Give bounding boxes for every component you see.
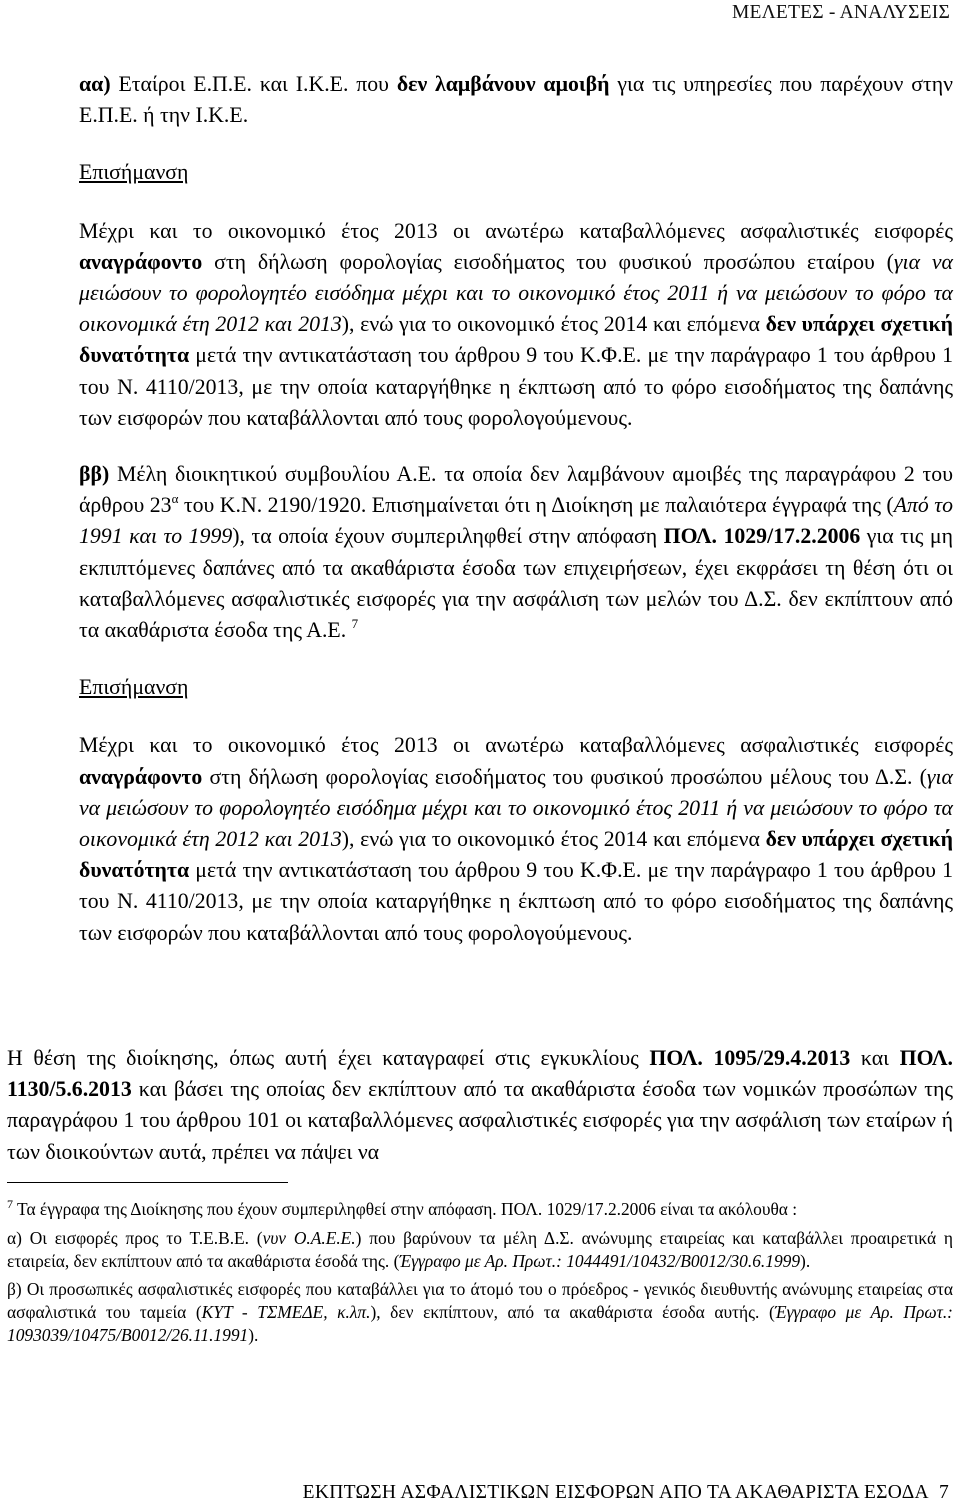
superscript-alpha: α: [171, 491, 179, 507]
note-heading-2: Επισήμανση: [79, 675, 189, 700]
running-header: ΜΕΛΕΤΕΣ - ΑΝΑΛΥΣΕΙΣ: [731, 2, 950, 23]
page-number: 7: [938, 1482, 949, 1503]
footer-title: ΕΚΠΤΩΣΗ ΑΣΦΑΛΙΣΤΙΚΩΝ ΕΙΣΦΟΡΩΝ ΑΠΟ ΤΑ ΑΚΑΘΑΡΙΣΤΑ ΕΣΟΔΑ: [302, 1482, 929, 1503]
note-paragraph-2: Μέχρι και το οικονομικό έτος 2013 οι ανωτέρω καταβαλλόμενες ασφαλιστικές εισφορές αναγράφοντο στη δήλωση φορολογίας εισοδήματος του φυσικού προσώπου μέλους του Δ.Σ. (για να μειώσουν το φορολογητέο εισόδημα μέχρι και το οικονομικό έτος 2011 ή να μειώσουν το φόρο τα οικονομικά έτη 2012 και 2013), ενώ για το οικονομικό έτος 2014 και επόμενα δεν υπάρχει σχετική δυνατότητα μετά την αντικατάσταση του άρθρου 9 του Κ.Φ.Ε. με την παράγραφο 1 του άρθρου 1 του Ν. 4110/2013, με την οποία καταργήθηκε η έκπτωση από το φόρο εισοδήματος της δαπάνης των εισφορών που καταβάλλονται από τους φορολογούμενους.: [79, 733, 953, 945]
footnotes: [7, 1198, 953, 1353]
footnote-item-a: α) Οι εισφορές προς το Τ.Ε.Β.Ε. (νυν Ο.Α.Ε.Ε.) που βαρύνουν τα μέλη Δ.Σ. ανώνυμης εταιρείας και καταβάλλει προαιρετικά η εταιρεία, δεν εκπίπτουν από τα ακαθάριστα έσοδά της. (Έγγραφο με Αρ. Πρωτ.: 1044491/10432/Β0012/30.6.1999).: [7, 1227, 953, 1271]
running-footer: [303, 1482, 949, 1504]
footnote-number: 7: [7, 1197, 13, 1211]
footnote-item-b: β) Οι προσωπικές ασφαλιστικές εισφορές που καταβάλλει για το άτομό του ο πρόεδρος - γενικός διευθυντής ανώνυμης εταιρείας στα ασφαλιστικά του ταμεία (ΚΥΤ - ΤΣΜΕΔΕ, κ.λπ.), δεν εκπίπτουν, από τα ακαθάριστα έσοδα αυτής. (Έγγραφο με Αρ. Πρωτ.: 1093039/10475/Β0012/26.11.1991).: [7, 1279, 953, 1345]
footnote-separator: [7, 1182, 288, 1183]
paragraph-bb: ββ) Μέλη διοικητικού συμβουλίου Α.Ε. τα οποία δεν λαμβάνουν αμοιβές της παραγράφου 2 του άρθρου $23^\alpha$ του Κ.Ν. 2190/1920. Επισημαίνεται ότι η Διοίκηση με παλαιότερα έγγραφά της (Από το 1991 και το 1999), τα οποία έχουν συμπεριληφθεί στην απόφαση ΠΟΛ. 1029/17.2.2006 για τις μη εκπιπτόμενες δαπάνες από τα ακαθάριστα έσοδα των επιχειρήσεων, έχει εκφράσει τη θέση ότι οι καταβαλλόμενες ασφαλιστικές εισφορές για την ασφάλιση των μελών του Δ.Σ. δεν εκπίπτουν από τα ακαθάριστα έσοδα της Α.Ε. $^7$: [79, 462, 953, 643]
main-text: [79, 69, 953, 949]
paragraph-aa: αα) Εταίροι Ε.Π.Ε. και Ι.Κ.Ε. που δεν λαμβάνουν αμοιβή για τις υπηρεσίες που παρέχουν στην Ε.Π.Ε. ή την Ι.Κ.Ε.: [79, 72, 954, 128]
note-paragraph-1: Μέχρι και το οικονομικό έτος 2013 οι ανωτέρω καταβαλλόμενες ασφαλιστικές εισφορές αναγράφοντο στη δήλωση φορολογίας εισοδήματος του φυσικού προσώπου εταίρου (για να μειώσουν το φορολογητέο εισόδημα μέχρι και το οικονομικό έτος 2011 ή να μειώσουν το φόρο τα οικονομικά έτη 2012 και 2013), ενώ για το οικονομικό έτος 2014 και επόμενα δεν υπάρχει σχετική δυνατότητα μετά την αντικατάσταση του άρθρου 9 του Κ.Φ.Ε. με την παράγραφο 1 του άρθρου 1 του Ν. 4110/2013, με την οποία καταργήθηκε η έκπτωση από το φόρο εισοδήματος της δαπάνης των εισφορών που καταβάλλονται από τους φορολογούμενους.: [79, 218, 953, 430]
footnote-7: $^7$ Τα έγγραφα της Διοίκησης που έχουν συμπεριληφθεί στην απόφαση. ΠΟΛ. 1029/17.2.2006 είναι τα ακόλουθα :: [7, 1197, 798, 1219]
note-heading-1: Επισήμανση: [79, 160, 189, 185]
position-paragraph: Η θέση της διοίκησης, όπως αυτή έχει καταγραφεί στις εγκυκλίους ΠΟΛ. 1095/29.4.2013 και ΠΟΛ. 1130/5.6.2013 και βάσει της οποίας δεν εκπίπτουν από τα ακαθάριστα έσοδα των νομικών προσώπων της παραγράφου 1 του άρθρου 101 οι καταβαλλόμενες ασφαλιστικές εισφορές για την ασφάλιση των εταίρων ή των διοικούντων αυτά, πρέπει να πάψει να: [7, 1046, 953, 1164]
footnote-ref-7: 7: [351, 616, 359, 632]
marker-aa: αα): [79, 72, 111, 96]
marker-bb: ββ): [79, 462, 110, 487]
